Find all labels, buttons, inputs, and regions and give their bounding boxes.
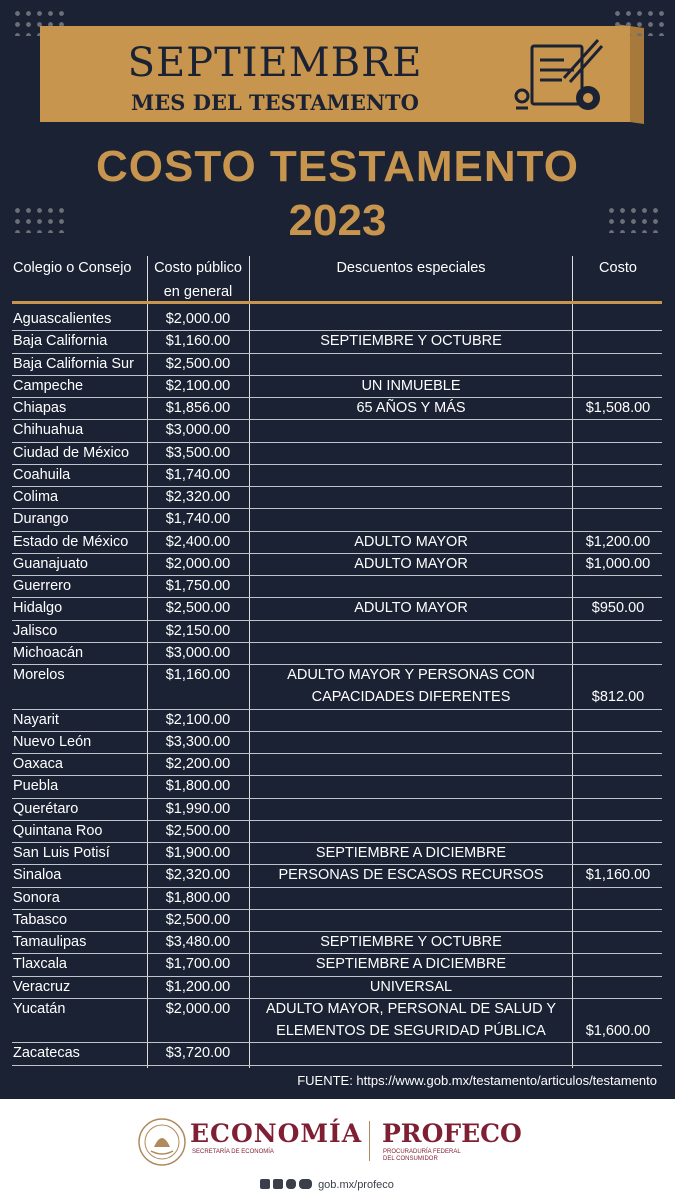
table-row xyxy=(12,775,662,798)
table-row xyxy=(12,353,662,376)
table-row xyxy=(12,998,662,1044)
row-discount: ADULTO MAYOR xyxy=(354,533,468,550)
table-row xyxy=(12,531,662,554)
economia-subtitle: SECRETARÍA DE ECONOMÍA xyxy=(192,1149,274,1155)
header-costo-publico xyxy=(148,256,248,304)
header-divider-1 xyxy=(147,256,148,302)
row-discount: SEPTIEMBRE A DICIEMBRE xyxy=(315,956,507,973)
table-row xyxy=(12,1042,662,1065)
footer xyxy=(0,1099,675,1200)
row-state: Jalisco xyxy=(13,622,58,639)
row-price: $1,800.00 xyxy=(165,778,231,795)
row-price: $3,000.00 xyxy=(165,644,231,661)
table-row xyxy=(12,575,662,598)
row-price: $1,750.00 xyxy=(165,578,231,594)
row-price: $1,900.00 xyxy=(165,845,231,861)
facebook-icon[interactable] xyxy=(260,1179,270,1189)
table-row xyxy=(12,464,662,487)
row-price: $2,000.00 xyxy=(165,311,231,327)
row-state: Sonora xyxy=(13,889,60,906)
row-discount: UN INMUEBLE xyxy=(361,377,461,394)
row-discount: SEPTIEMBRE A DICIEMBRE xyxy=(315,845,507,861)
row-price: $2,100.00 xyxy=(165,711,231,728)
row-discount: SEPTIEMBRE Y OCTUBRE xyxy=(320,333,502,350)
table-row xyxy=(12,486,662,509)
table-row xyxy=(12,620,662,643)
header-costo-publico-line1: Costo público xyxy=(154,260,242,276)
row-state: Nayarit xyxy=(13,711,59,728)
economia-logo-text: ECONOMÍA xyxy=(190,1119,363,1148)
row-price: $1,990.00 xyxy=(165,800,231,817)
row-state: Aguascalientes xyxy=(13,311,112,327)
header-costo: Costo xyxy=(599,260,637,276)
row-state: Querétaro xyxy=(13,800,79,817)
row-price: $2,320.00 xyxy=(165,489,231,505)
row-state: Durango xyxy=(13,511,69,528)
signed-document-icon xyxy=(502,34,612,114)
row-state: Campeche xyxy=(13,377,84,394)
row-state: Zacatecas xyxy=(13,1045,80,1062)
row-price: $2,500.00 xyxy=(165,911,231,928)
table-row xyxy=(12,397,662,420)
header-descuentos: Descuentos especiales xyxy=(336,260,486,276)
row-discount: 65 AÑOS Y MÁS xyxy=(356,400,466,416)
row-price: $1,740.00 xyxy=(165,466,231,483)
row-state: Colima xyxy=(13,489,59,505)
source-note: FUENTE: https://www.gob.mx/testamento/articulos/testamento xyxy=(297,1073,657,1088)
row-state: Baja California Sur xyxy=(13,355,134,372)
main-title: COSTO TESTAMENTO xyxy=(96,142,579,191)
row-price: $2,200.00 xyxy=(165,756,231,772)
row-state: Ciudad de México xyxy=(13,444,130,461)
table-row xyxy=(12,375,662,398)
row-state: Baja California xyxy=(13,333,108,350)
row-state: Oaxaca xyxy=(13,756,63,772)
row-special-cost: $1,000.00 xyxy=(585,555,651,572)
row-price: $3,480.00 xyxy=(165,934,231,950)
row-special-cost: $1,508.00 xyxy=(585,400,651,416)
row-price: $2,150.00 xyxy=(165,622,231,639)
row-price: $3,000.00 xyxy=(165,422,231,439)
row-state: Coahuila xyxy=(13,466,71,483)
row-price: $1,160.00 xyxy=(165,667,231,683)
row-discount: UNIVERSAL xyxy=(369,978,453,995)
row-price: $2,400.00 xyxy=(165,533,231,550)
row-price: $2,500.00 xyxy=(165,355,231,372)
row-special-cost: $1,200.00 xyxy=(585,533,651,550)
profeco-subtitle: PROCURADURÍA FEDERAL DEL CONSUMIDOR xyxy=(383,1149,461,1162)
row-state: Tamaulipas xyxy=(13,934,87,950)
twitter-icon[interactable] xyxy=(273,1179,283,1189)
row-price: $2,500.00 xyxy=(165,600,231,617)
row-price: $3,300.00 xyxy=(165,733,231,750)
table-row xyxy=(12,508,662,531)
row-state: Chiapas xyxy=(13,400,67,416)
row-price: $3,720.00 xyxy=(165,1045,231,1062)
row-special-cost: $1,600.00 xyxy=(585,1022,651,1039)
row-discount: SEPTIEMBRE Y OCTUBRE xyxy=(320,934,502,950)
row-price: $2,000.00 xyxy=(165,1000,231,1017)
row-price: $1,160.00 xyxy=(165,333,231,350)
table-row xyxy=(12,731,662,754)
row-special-cost: $1,160.00 xyxy=(585,867,651,884)
table-row xyxy=(12,419,662,442)
table-row xyxy=(12,642,662,665)
table-row xyxy=(12,842,662,865)
row-price: $1,856.00 xyxy=(165,400,231,416)
row-state: Hidalgo xyxy=(13,600,63,617)
row-state: Yucatán xyxy=(13,1000,66,1017)
row-state: Guanajuato xyxy=(13,555,88,572)
row-discount: ADULTO MAYOR Y PERSONAS CON CAPACIDADES DIFERENTES xyxy=(287,667,535,705)
row-state: Quintana Roo xyxy=(13,822,103,839)
row-discount: PERSONAS DE ESCASOS RECURSOS xyxy=(278,867,544,884)
table-row xyxy=(12,330,662,353)
row-state: Morelos xyxy=(13,667,65,683)
table-row xyxy=(12,909,662,932)
title-banner xyxy=(40,26,630,122)
instagram-icon[interactable] xyxy=(286,1179,296,1189)
table-row xyxy=(12,709,662,732)
row-price: $2,320.00 xyxy=(165,867,231,884)
header-divider-3 xyxy=(572,256,573,302)
row-state: Tlaxcala xyxy=(13,956,67,973)
row-discount: ADULTO MAYOR xyxy=(354,600,468,617)
row-price: $3,500.00 xyxy=(165,444,231,461)
banner-line-1: SEPTIEMBRE xyxy=(127,40,423,86)
table-row xyxy=(12,753,662,776)
youtube-icon[interactable] xyxy=(299,1179,312,1189)
row-state: Veracruz xyxy=(13,978,71,995)
row-price: $1,200.00 xyxy=(165,978,231,995)
row-price: $2,100.00 xyxy=(165,377,231,394)
main-title-year: 2023 xyxy=(288,196,387,245)
row-price: $1,700.00 xyxy=(165,956,231,973)
row-price: $1,740.00 xyxy=(165,511,231,528)
row-state: Chihuahua xyxy=(13,422,84,439)
table-row xyxy=(12,597,662,620)
row-special-cost: $812.00 xyxy=(591,689,645,705)
table-row xyxy=(12,887,662,910)
row-special-cost: $950.00 xyxy=(591,600,645,617)
table-row xyxy=(12,664,662,710)
social-links xyxy=(260,1179,394,1191)
row-state: Sinaloa xyxy=(13,867,62,884)
row-state: Michoacán xyxy=(13,644,84,661)
header-colegio: Colegio o Consejo xyxy=(13,260,132,276)
header-costo-publico-line2: en general xyxy=(163,284,233,300)
mexico-coat-of-arms-seal xyxy=(137,1117,187,1167)
row-state: Guerrero xyxy=(13,578,72,594)
row-discount: ADULTO MAYOR, PERSONAL DE SALUD Y ELEMENTOS DE SEGURIDAD PÚBLICA xyxy=(265,1000,557,1039)
header-divider-2 xyxy=(249,256,250,302)
row-state: Estado de México xyxy=(13,533,129,550)
row-state: Nuevo León xyxy=(13,733,92,750)
row-price: $1,800.00 xyxy=(165,889,231,906)
row-state: Tabasco xyxy=(13,911,68,928)
table-row xyxy=(12,820,662,843)
banner-line-2: MES DEL TESTAMENTO xyxy=(131,90,419,115)
row-price: $2,500.00 xyxy=(165,822,231,839)
header-underline xyxy=(12,301,662,304)
row-state: Puebla xyxy=(13,778,59,795)
banner-fold xyxy=(616,24,644,124)
table-row xyxy=(12,864,662,887)
table-row xyxy=(12,308,662,331)
logo-separator xyxy=(369,1121,370,1161)
table-row xyxy=(12,931,662,954)
row-price: $2,000.00 xyxy=(165,555,231,572)
table-row xyxy=(12,976,662,999)
profeco-logo-text: PROFECO xyxy=(382,1119,522,1148)
table-row xyxy=(12,798,662,821)
footer-url[interactable]: gob.mx/profeco xyxy=(318,1179,394,1191)
row-discount: ADULTO MAYOR xyxy=(354,555,468,572)
table-row xyxy=(12,953,662,976)
row-state: San Luis Potisí xyxy=(13,845,110,861)
table-row xyxy=(12,442,662,465)
table-row xyxy=(12,553,662,576)
